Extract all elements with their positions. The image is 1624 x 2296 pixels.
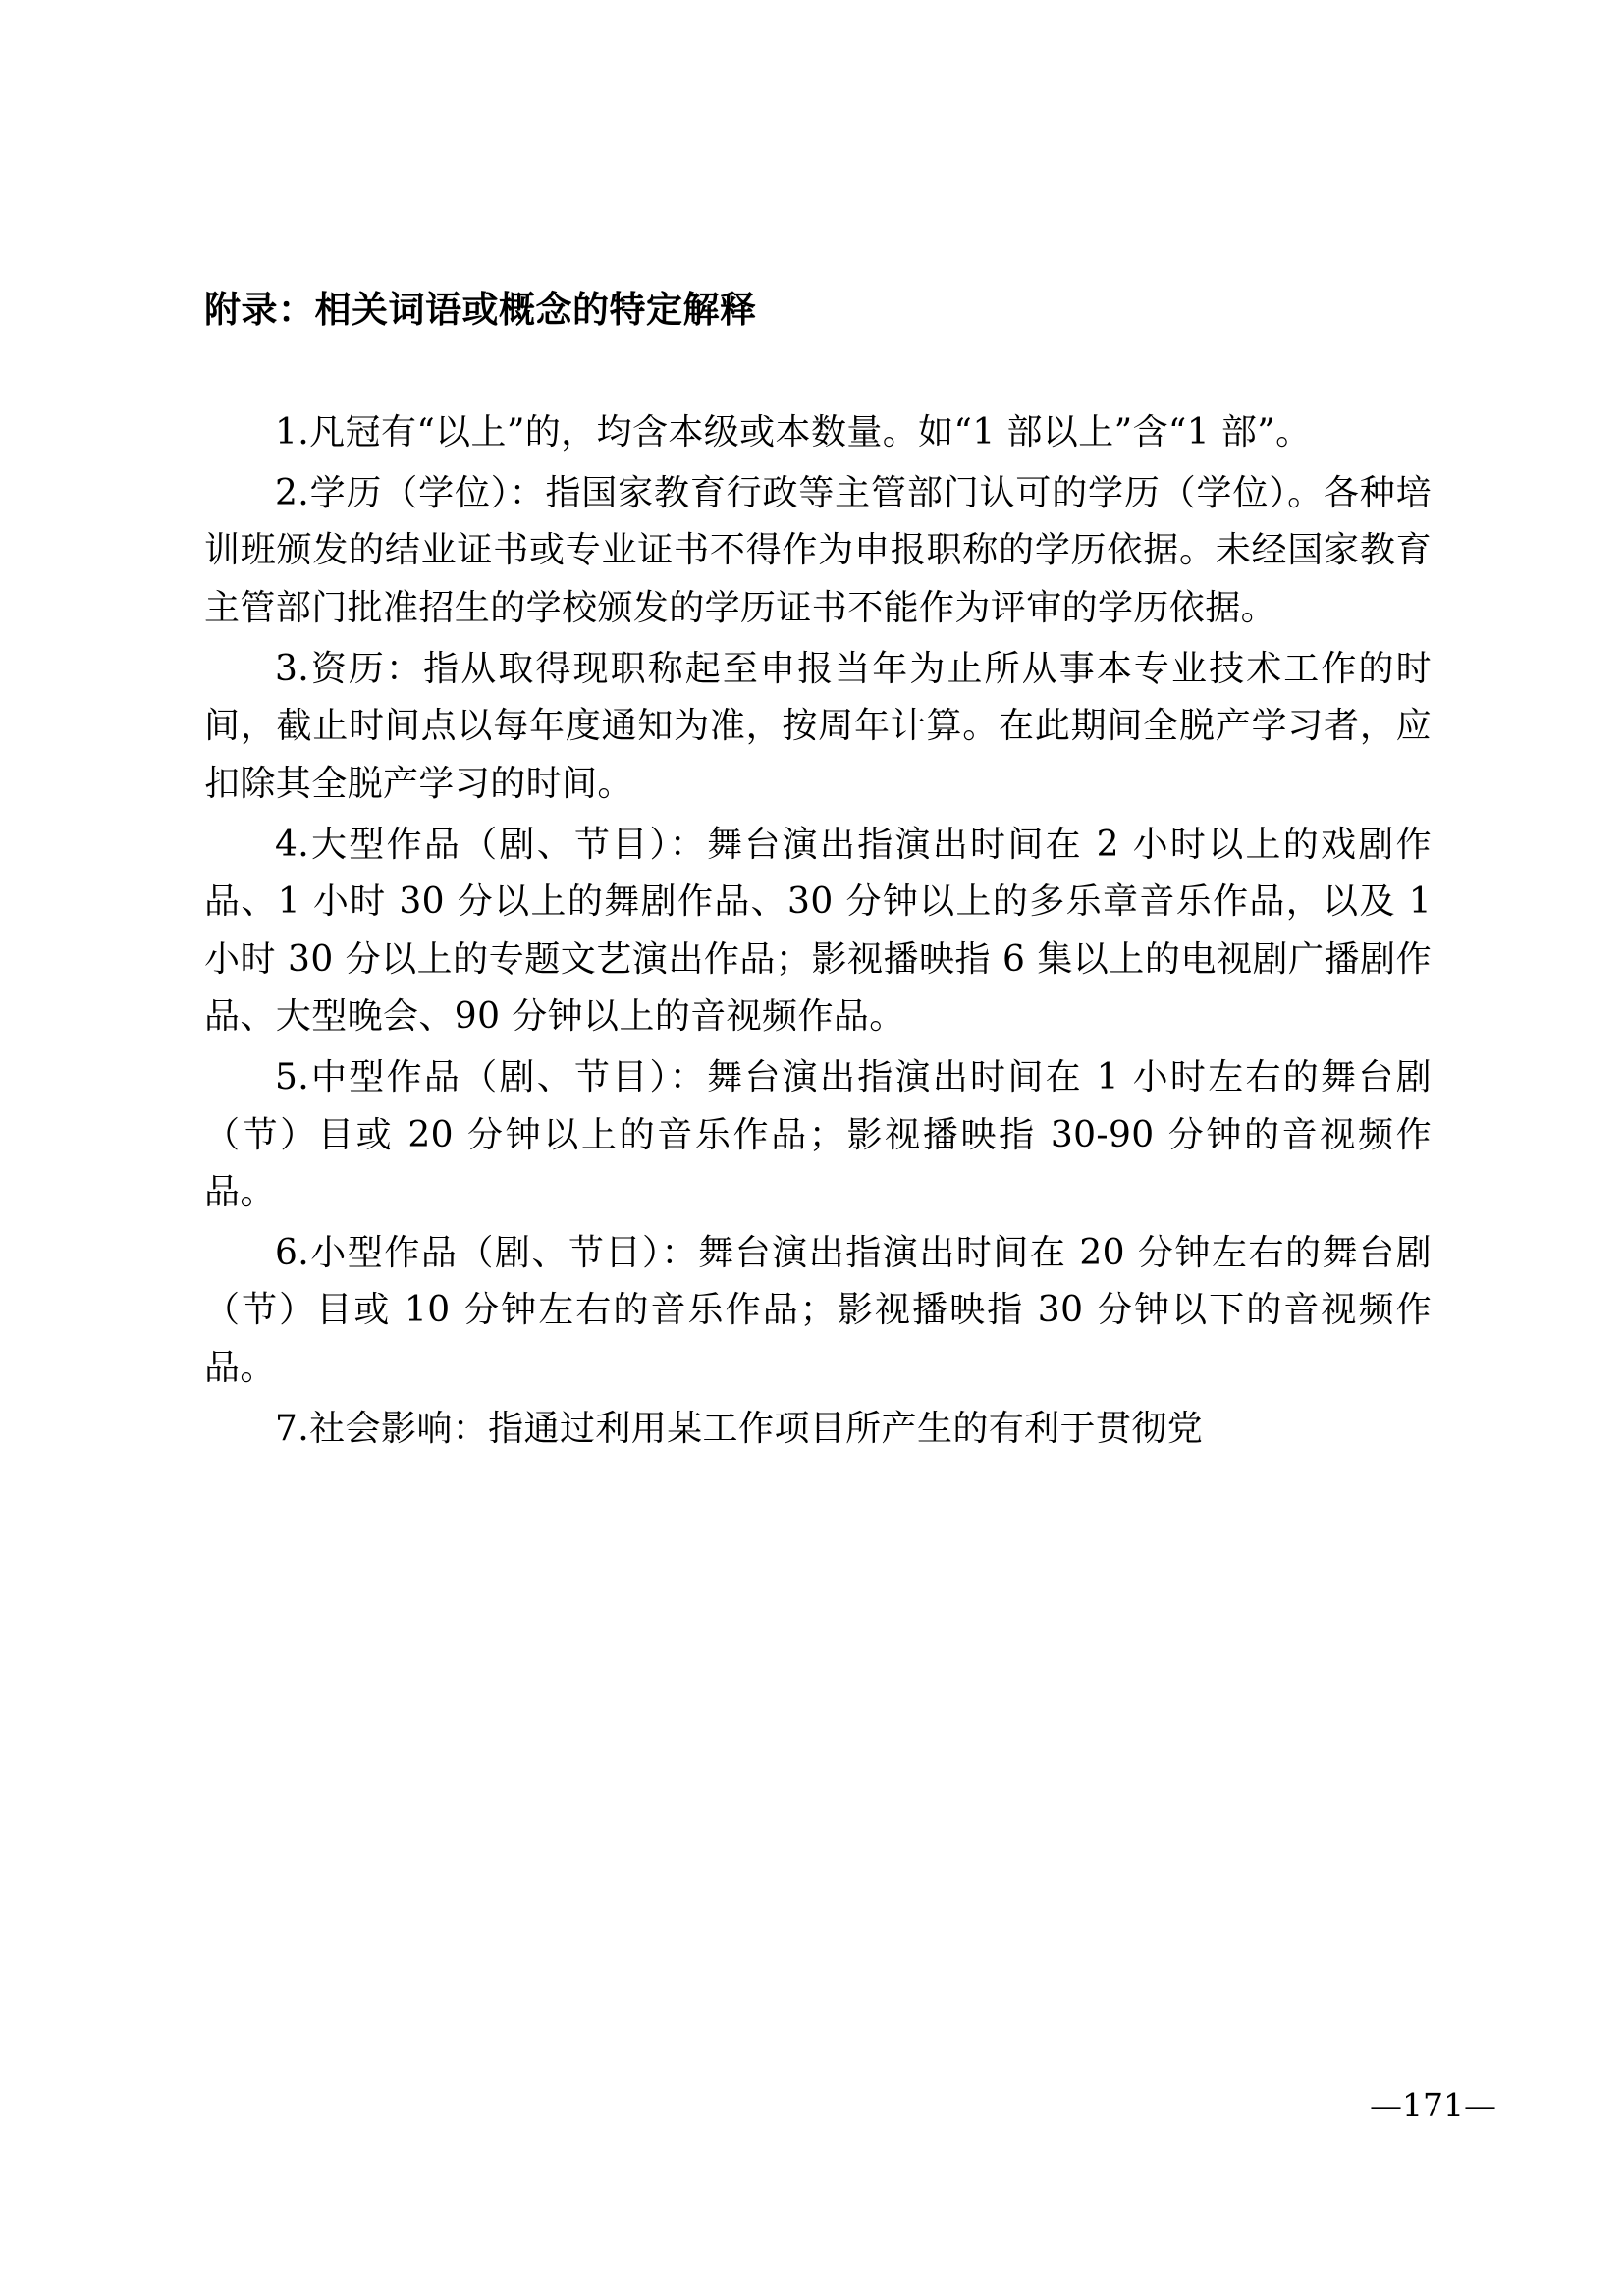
paragraph-4: 4.大型作品（剧、节目）：舞台演出指演出时间在 2 小时以上的戏剧作品、1 小时 30 分以上的舞剧作品、30 分钟以上的多乐章音乐作品，以及 1 小时 30 分以上的专题文艺演出作品；影视播映指 6 集以上的电视剧广播剧作品、大型晚会、90 分钟以上的音视频作品。 — [204, 824, 1432, 1037]
paragraph-1: 1.凡冠有“以上”的，均含本级或本数量。如“1 部以上”含“1 部”。 — [275, 411, 1312, 453]
paragraph-2: 2.学历（学位）：指国家教育行政等主管部门认可的学历（学位）。各种培训班颁发的结业证书或专业证书不得作为申报职称的学历依据。未经国家教育主管部门批准招生的学校颁发的学历证书不能作为评审的学历依据。 — [204, 473, 1432, 628]
document-body — [204, 285, 1432, 1462]
paragraph-3: 3.资历：指从取得现职称起至申报当年为止所从事本专业技术工作的时间，截止时间点以每年度通知为准，按周年计算。在此期间全脱产学习者，应扣除其全脱产学习的时间。 — [204, 649, 1432, 804]
paragraph-7: 7.社会影响：指通过利用某工作项目所产生的有利于贯彻党 — [275, 1409, 1204, 1450]
page-number: —171— — [1370, 2086, 1496, 2124]
paragraph-5: 5.中型作品（剧、节目）：舞台演出指演出时间在 1 小时左右的舞台剧（节）目或 20 分钟以上的音乐作品；影视播映指 30-90 分钟的音视频作品。 — [204, 1057, 1432, 1212]
paragraph-6: 6.小型作品（剧、节目）：舞台演出指演出时间在 20 分钟左右的舞台剧（节）目或 10 分钟左右的音乐作品；影视播映指 30 分钟以下的音视频作品。 — [204, 1233, 1432, 1388]
page-title: 附录：相关词语或概念的特定解释 — [204, 289, 757, 331]
